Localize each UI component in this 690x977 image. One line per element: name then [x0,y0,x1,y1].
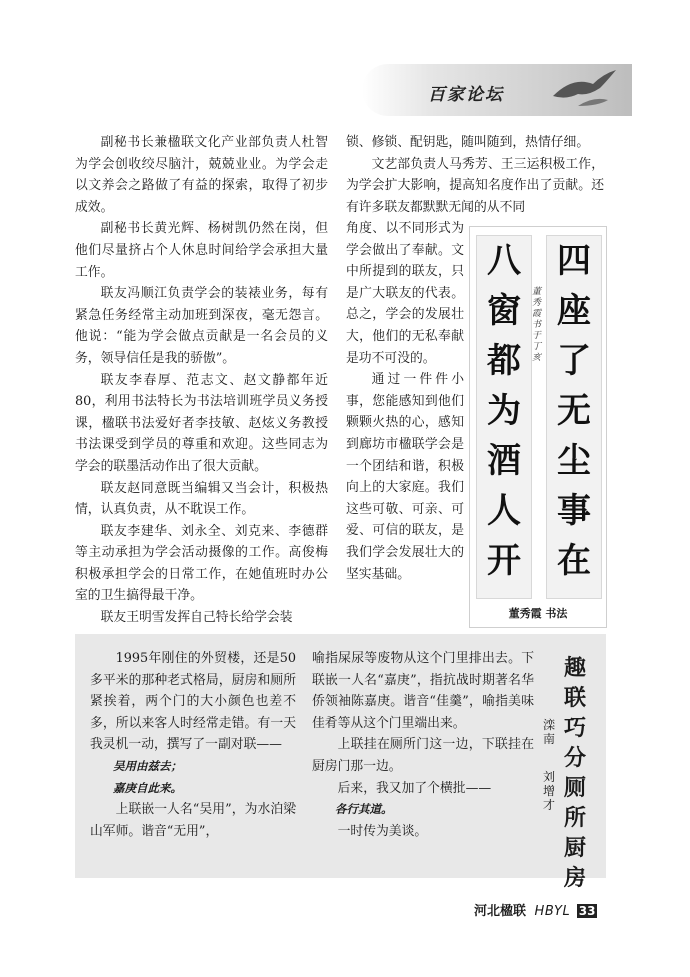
paragraph: 上联嵌一人名“吴用”，为水泊梁山军师。谐音“无用”， [90,802,296,839]
title-character: 巧 [563,716,586,741]
title-character: 趣 [563,656,586,681]
calligraphy-inscription: 董秀霞书于丁亥 [532,287,542,363]
title-character: 厕 [563,776,586,801]
paragraph: 锁、修锁、配钥匙，随叫随到，热情仔细。 [346,135,590,150]
calligraphy-character: 座 [557,291,591,331]
calligraphy-character: 人 [487,491,521,531]
paragraph: 后来，我又加了个横批—— [337,780,492,796]
box-left-column [90,648,296,842]
journal-logo: HBYL [534,904,571,919]
right-column-wrap [346,218,464,585]
calligraphy-character: 无 [557,391,591,431]
paragraph: 喻指屎尿等废物从这个门里排出去。下联嵌一人名“嘉庚”，指抗战时期著名华侨领袖陈嘉庚。谐音“佳羹”，喻指美味佳肴等从这个门里端出来。 [312,651,534,731]
page-footer [474,900,597,919]
author-name: 刘增才 [542,770,555,812]
paragraph: 副秘书长兼楹联文化产业部负责人杜智为学会创收绞尽脑汁，兢兢业业。为学会走以文养会之路做了有益的探索，取得了初步成效。 [75,135,328,215]
box-title [560,654,590,894]
title-character: 分 [563,746,586,771]
calligraphy-character: 酒 [487,441,521,481]
calligraphy-character: 都 [487,341,521,381]
calligraphy-character: 了 [557,341,591,381]
calligraphy-character: 开 [487,541,521,581]
right-column-top [346,132,604,218]
left-column [75,132,328,629]
calligraphy-character: 八 [487,241,521,281]
calligraphy-figure [469,226,607,628]
paragraph: 联友王明雪发挥自己特长给学会装 [100,610,293,626]
couplet-line: 吴用由兹去； [113,758,182,773]
paragraph: 联友李建华、刘永全、刘克来、李德群等主动承担为学会活动摄像的工作。高俊梅积极承担学会的日常工作，在她值班时办公室的卫生搞得最干净。 [75,523,328,604]
calligraphy-character: 四 [557,241,591,281]
calligraphy-character: 在 [557,541,591,581]
page-number: 33 [578,904,596,918]
paragraph: 1995年刚住的外贸楼，还是50多平米的那种老式格局，厨房和厕所紧挨着，两个门的大小颜色也差不多，所以来客人时经常走错。有一天我灵机一动，撰写了一副对联—— [90,651,296,753]
paragraph: 联友李春厚、范志文、赵文静都年近80，利用书法特长为书法培训班学员义务授课，楹联书法爱好者李技敏、赵炫义务教授书法课受到学员的尊重和欢迎。这些同志为学会的联墨活动作出了很大贡献。 [75,372,328,474]
right-scroll [546,235,602,599]
paragraph: 联友冯顺江负责学会的装裱业务，每有紧急任务经常主动加班到深夜，毫无怨言。他说：“能为学会做点贡献是一名会员的义务，领导信任是我的骄傲”。 [75,286,328,366]
title-character: 房 [563,866,586,891]
section-title: 百家论坛 [428,85,504,105]
journal-name: 河北楹联 [474,904,527,919]
paragraph: 角度、以不同形式为学会做出了奉献。文中所提到的联友，只是广大联友的代表。总之，学会的发展壮大，他们的无私奉献是功不可没的。 [346,221,464,366]
box-middle-column [312,648,534,842]
paragraph: 通过一件件小事，您能感知到他们颗颗火热的心，感知到廊坊市楹联学会是一个团结和谐，积极向上的大家庭。我们这些可敬、可亲、可爱、可信的联友，是我们学会发展壮大的坚实基础。 [346,372,464,582]
title-character: 厨 [563,836,586,861]
calligraphy-character: 尘 [557,441,591,481]
paragraph: 文艺部负责人马秀芳、王三运积极工作，为学会扩大影响，提高知名度作出了贡献。还有许多联友都默默无闻的从不同 [346,156,604,215]
swallow-decoration-icon [548,66,618,112]
couplet-line: 嘉庚自此来。 [113,780,182,795]
paragraph: 上联挂在厕所门这一边，下联挂在厨房门那一边。 [312,737,534,774]
left-scroll [476,235,532,599]
paragraph: 副秘书长黄光辉、杨树凯仍然在岗，但他们尽量挤占个人休息时间给学会承担大量工作。 [75,221,328,280]
couplet-line: 各行其道。 [335,802,393,817]
paragraph: 一时传为美谈。 [337,823,428,839]
calligraphy-caption: 董秀霞 书法 [508,607,568,620]
title-character: 所 [563,806,586,831]
calligraphy-character: 为 [487,391,521,431]
calligraphy-character: 事 [557,491,591,531]
paragraph: 联友赵同意既当编辑又当会计，积极热情，认真负责，从不耽误工作。 [75,480,328,518]
author-place: 滦南 [542,718,555,746]
calligraphy-character: 窗 [487,291,521,331]
title-character: 联 [563,686,586,711]
